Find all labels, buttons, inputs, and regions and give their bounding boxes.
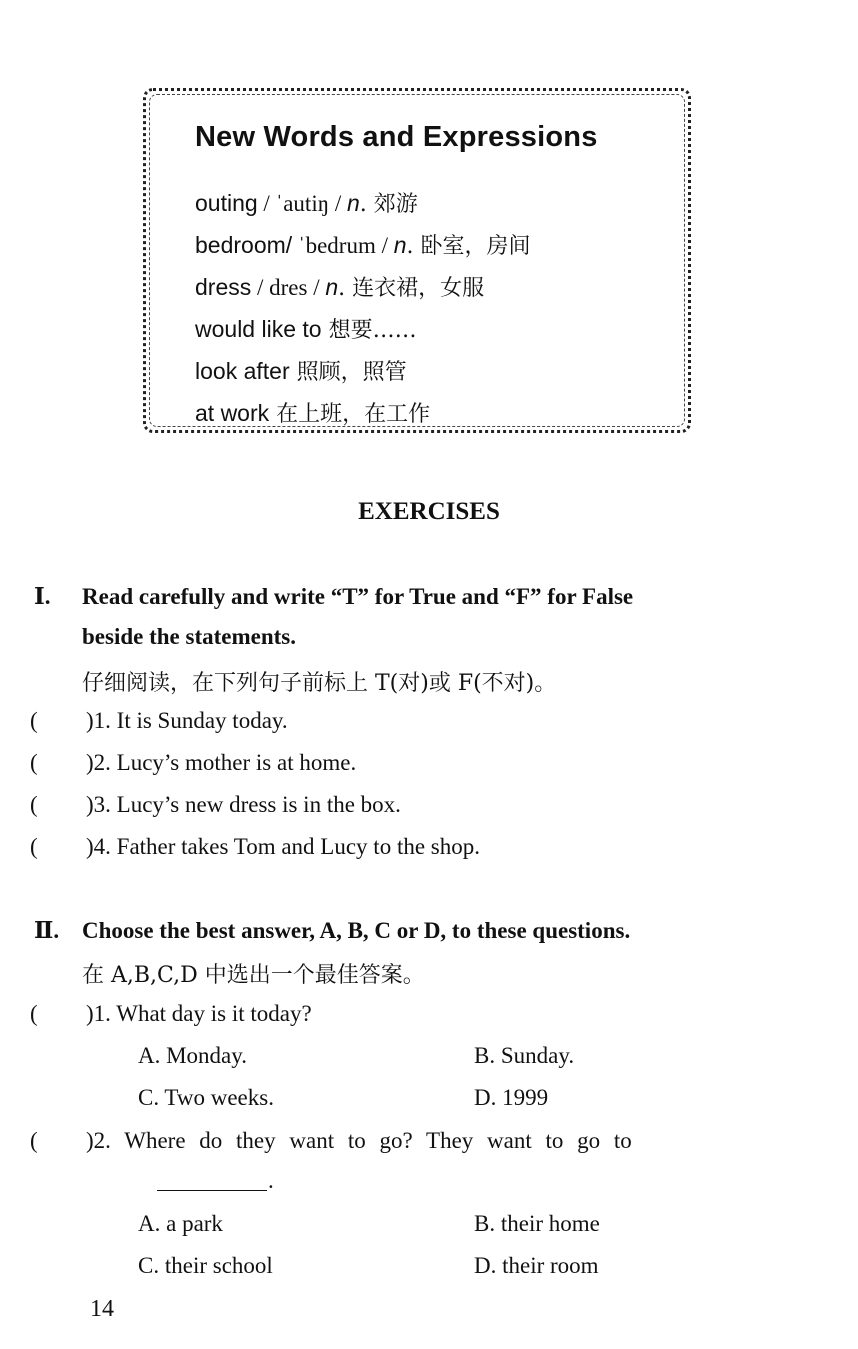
option-a: A. Monday. bbox=[138, 1043, 248, 1068]
section-1-title bbox=[34, 583, 633, 610]
answer-blank: ( bbox=[30, 834, 38, 859]
answer-blank: ( bbox=[30, 1128, 38, 1153]
vocab-word: outing bbox=[195, 190, 258, 216]
statement-text: )4. Father takes Tom and Lucy to the shop. bbox=[86, 834, 480, 859]
exercises-heading: EXERCISES bbox=[358, 498, 500, 525]
vocab-meaning: 在上班，在工作 bbox=[269, 402, 431, 427]
option-c: C. Two weeks. bbox=[138, 1085, 274, 1110]
option-a: A. a park bbox=[138, 1211, 223, 1236]
statement-text: )3. Lucy’s new dress is in the box. bbox=[86, 792, 401, 817]
vocab-item bbox=[195, 355, 407, 386]
answer-blank: ( bbox=[30, 792, 38, 817]
vocab-phonetic: ˈbedrum / bbox=[292, 233, 394, 258]
section-1-chinese-instruction: 仔细阅读，在下列句子前标上 T(对)或 F(不对)。 bbox=[82, 671, 557, 696]
answer-blank: ( bbox=[30, 1001, 38, 1026]
vocab-meaning: 照顾，照管 bbox=[289, 360, 407, 385]
question-row bbox=[30, 1128, 632, 1154]
statement-row bbox=[30, 834, 480, 860]
vocab-part-of-speech: n bbox=[325, 274, 339, 300]
section-2-number: Ⅱ. bbox=[34, 918, 60, 943]
option-c: C. their school bbox=[138, 1253, 273, 1278]
vocab-item bbox=[195, 229, 531, 260]
vocab-meaning: . 连衣裙，女服 bbox=[338, 276, 485, 301]
question-text: )2. Where do they want to go? They want to go to bbox=[86, 1128, 632, 1153]
vocab-item bbox=[195, 271, 484, 302]
vocab-phonetic: / dres / bbox=[251, 275, 326, 300]
vocab-part-of-speech: n bbox=[346, 190, 360, 216]
statement-row bbox=[30, 708, 288, 734]
vocab-meaning: . 郊游 bbox=[359, 192, 418, 217]
question-row bbox=[30, 1001, 312, 1027]
vocab-meaning: 想要…… bbox=[321, 318, 417, 343]
vocab-item bbox=[195, 313, 417, 344]
vocab-part-of-speech: n bbox=[393, 232, 407, 258]
vocab-word: dress bbox=[195, 274, 252, 300]
statement-row bbox=[30, 750, 356, 776]
question-text: )1. What day is it today? bbox=[86, 1001, 312, 1026]
statement-text: )1. It is Sunday today. bbox=[86, 708, 288, 733]
option-b: B. Sunday. bbox=[474, 1043, 575, 1068]
statement-text: )2. Lucy’s mother is at home. bbox=[86, 750, 357, 775]
option-d: D. 1999 bbox=[474, 1085, 549, 1110]
option-b: B. their home bbox=[474, 1211, 600, 1236]
section-1-number: Ⅰ. bbox=[34, 584, 51, 609]
section-2-instruction: Choose the best answer, A, B, C or D, to these questions. bbox=[82, 918, 631, 943]
vocab-word: at work bbox=[195, 400, 270, 426]
section-1-instruction-cont: beside the statements. bbox=[82, 624, 296, 649]
section-1-instruction: Read carefully and write “T” for True and “F” for False bbox=[82, 584, 634, 609]
option-d: D. their room bbox=[474, 1253, 599, 1278]
vocabulary-title: New Words and Expressions bbox=[195, 121, 598, 153]
section-2-title bbox=[34, 917, 630, 944]
answer-blank: ( bbox=[30, 708, 38, 733]
vocab-word: bedroom/ bbox=[195, 232, 293, 258]
answer-blank: ( bbox=[30, 750, 38, 775]
vocab-item bbox=[195, 187, 418, 218]
vocabulary-box bbox=[143, 88, 691, 433]
fill-in-blank-line bbox=[157, 1190, 267, 1191]
vocab-word: would like to bbox=[195, 316, 322, 342]
vocab-word: look after bbox=[195, 358, 290, 384]
section-2-chinese-instruction: 在 A,B,C,D 中选出一个最佳答案。 bbox=[82, 963, 425, 988]
vocab-meaning: . 卧室，房间 bbox=[406, 234, 531, 259]
vocab-phonetic: / ˈautiŋ / bbox=[257, 191, 347, 216]
blank-period: . bbox=[268, 1168, 274, 1193]
statement-row bbox=[30, 792, 401, 818]
vocab-item bbox=[195, 397, 430, 428]
page-number: 14 bbox=[90, 1296, 114, 1322]
